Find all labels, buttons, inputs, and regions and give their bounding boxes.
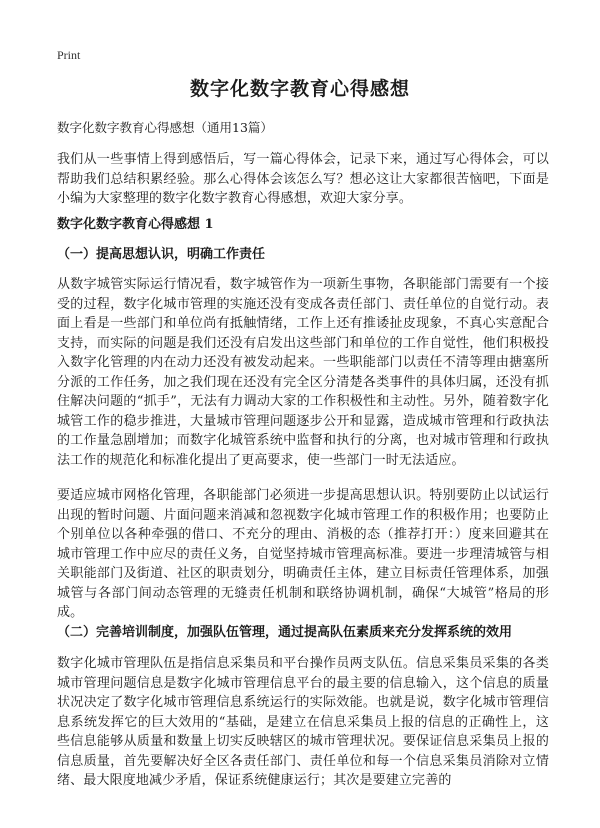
body-paragraph-2: 要适应城市网格化管理，各职能部门必须进一步提高思想认识。特别要防止以试运行出现的暂时问题、片面问题来消减和忽视数字化城市管理工作的积极作用；也要防止个别单位以各种牵强的借口、不充分的理由、消极的态（推荐打开：）度来回避其在城市管理工作中应尽的责任义务，自觉坚持城市管理高标准。要进一步理清城管与相关职能部门及街道、社区的职责划分，明确责任主体，建立目标责任管理体系，加强城管与各部门间动态管理的无缝责任机制和联络协调机制，确保“大城管”格局的形成。 (57, 488, 549, 620)
print-link[interactable]: Print (57, 48, 81, 62)
sub-heading-1: （一）提高思想认识，明确工作责任 (57, 247, 266, 262)
body-paragraph-1: 从数字城管实际运行情况看，数字城管作为一项新生事物，各职能部门需要有一个接受的过程，数字化城市管理的实施还没有变成各责任部门、责任单位的自觉行动。表面上看是一些部门和单位尚有抵触情绪，工作上还有推诿扯皮现象，不真心实意配合支持，而实际的问题是我们还没有启发出这些部门和单位的工作自觉性，他们积极投入数字化管理的内在动力还没有被发动起来。一些职能部门以责任不清等理由搪塞所分派的工作任务，加之我们现在还没有完全区分清楚各类事件的具体归属，还没有抓住解决问题的“抓手”，无法有力调动大家的工作积极性和主动性。另外，随着数字化城管工作的稳步推进，大量城市管理问题逐步公开和显露，造成城市管理和行政执法的工作量急剧增加；而数字化城管系统中监督和执行的分离，也对城市管理和行政执法工作的规范化和标准化提出了更高要求，使一些部门一时无法适应。 (57, 277, 549, 468)
intro-paragraph: 我们从一些事情上得到感悟后，写一篇心得体会，记录下来，通过写心得体会，可以帮助我们总结积累经验。那么心得体会该怎么写？想必这让大家都很苦恼吧，下面是小编为大家整理的数字化数字教育心得感想，欢迎大家分享。 (57, 152, 549, 206)
section-heading: 数字化数字教育心得感想 1 (57, 217, 214, 232)
body-paragraph-3: 数字化城市管理队伍是指信息采集员和平台操作员两支队伍。信息采集员采集的各类城市管理问题信息是数字化城市管理信息平台的最主要的信息输入，这个信息的质量状况决定了数字化城市管理信息系统运行的实际效能。也就是说，数字化城市管理信息系统发挥它的巨大效用的“基础，是建立在信息采集员上报的信息的正确性上，这些信息能够从质量和数量上切实反映辖区的城市管理状况。要保证信息采集员上报的信息质量，首先要解决好全区各责任部门、责任单位和每一个信息采集员消除对立情绪、最大限度地减少矛盾，保证系统健康运行；其次是要建立完善的 (57, 656, 549, 788)
page-title: 数字化数字教育心得感想 (189, 78, 410, 100)
document-subtitle: 数字化数字教育心得感想（通用13篇） (57, 120, 273, 135)
sub-heading-2: （二）完善培训制度，加强队伍管理，通过提高队伍素质来充分发挥系统的效用 (57, 625, 513, 640)
